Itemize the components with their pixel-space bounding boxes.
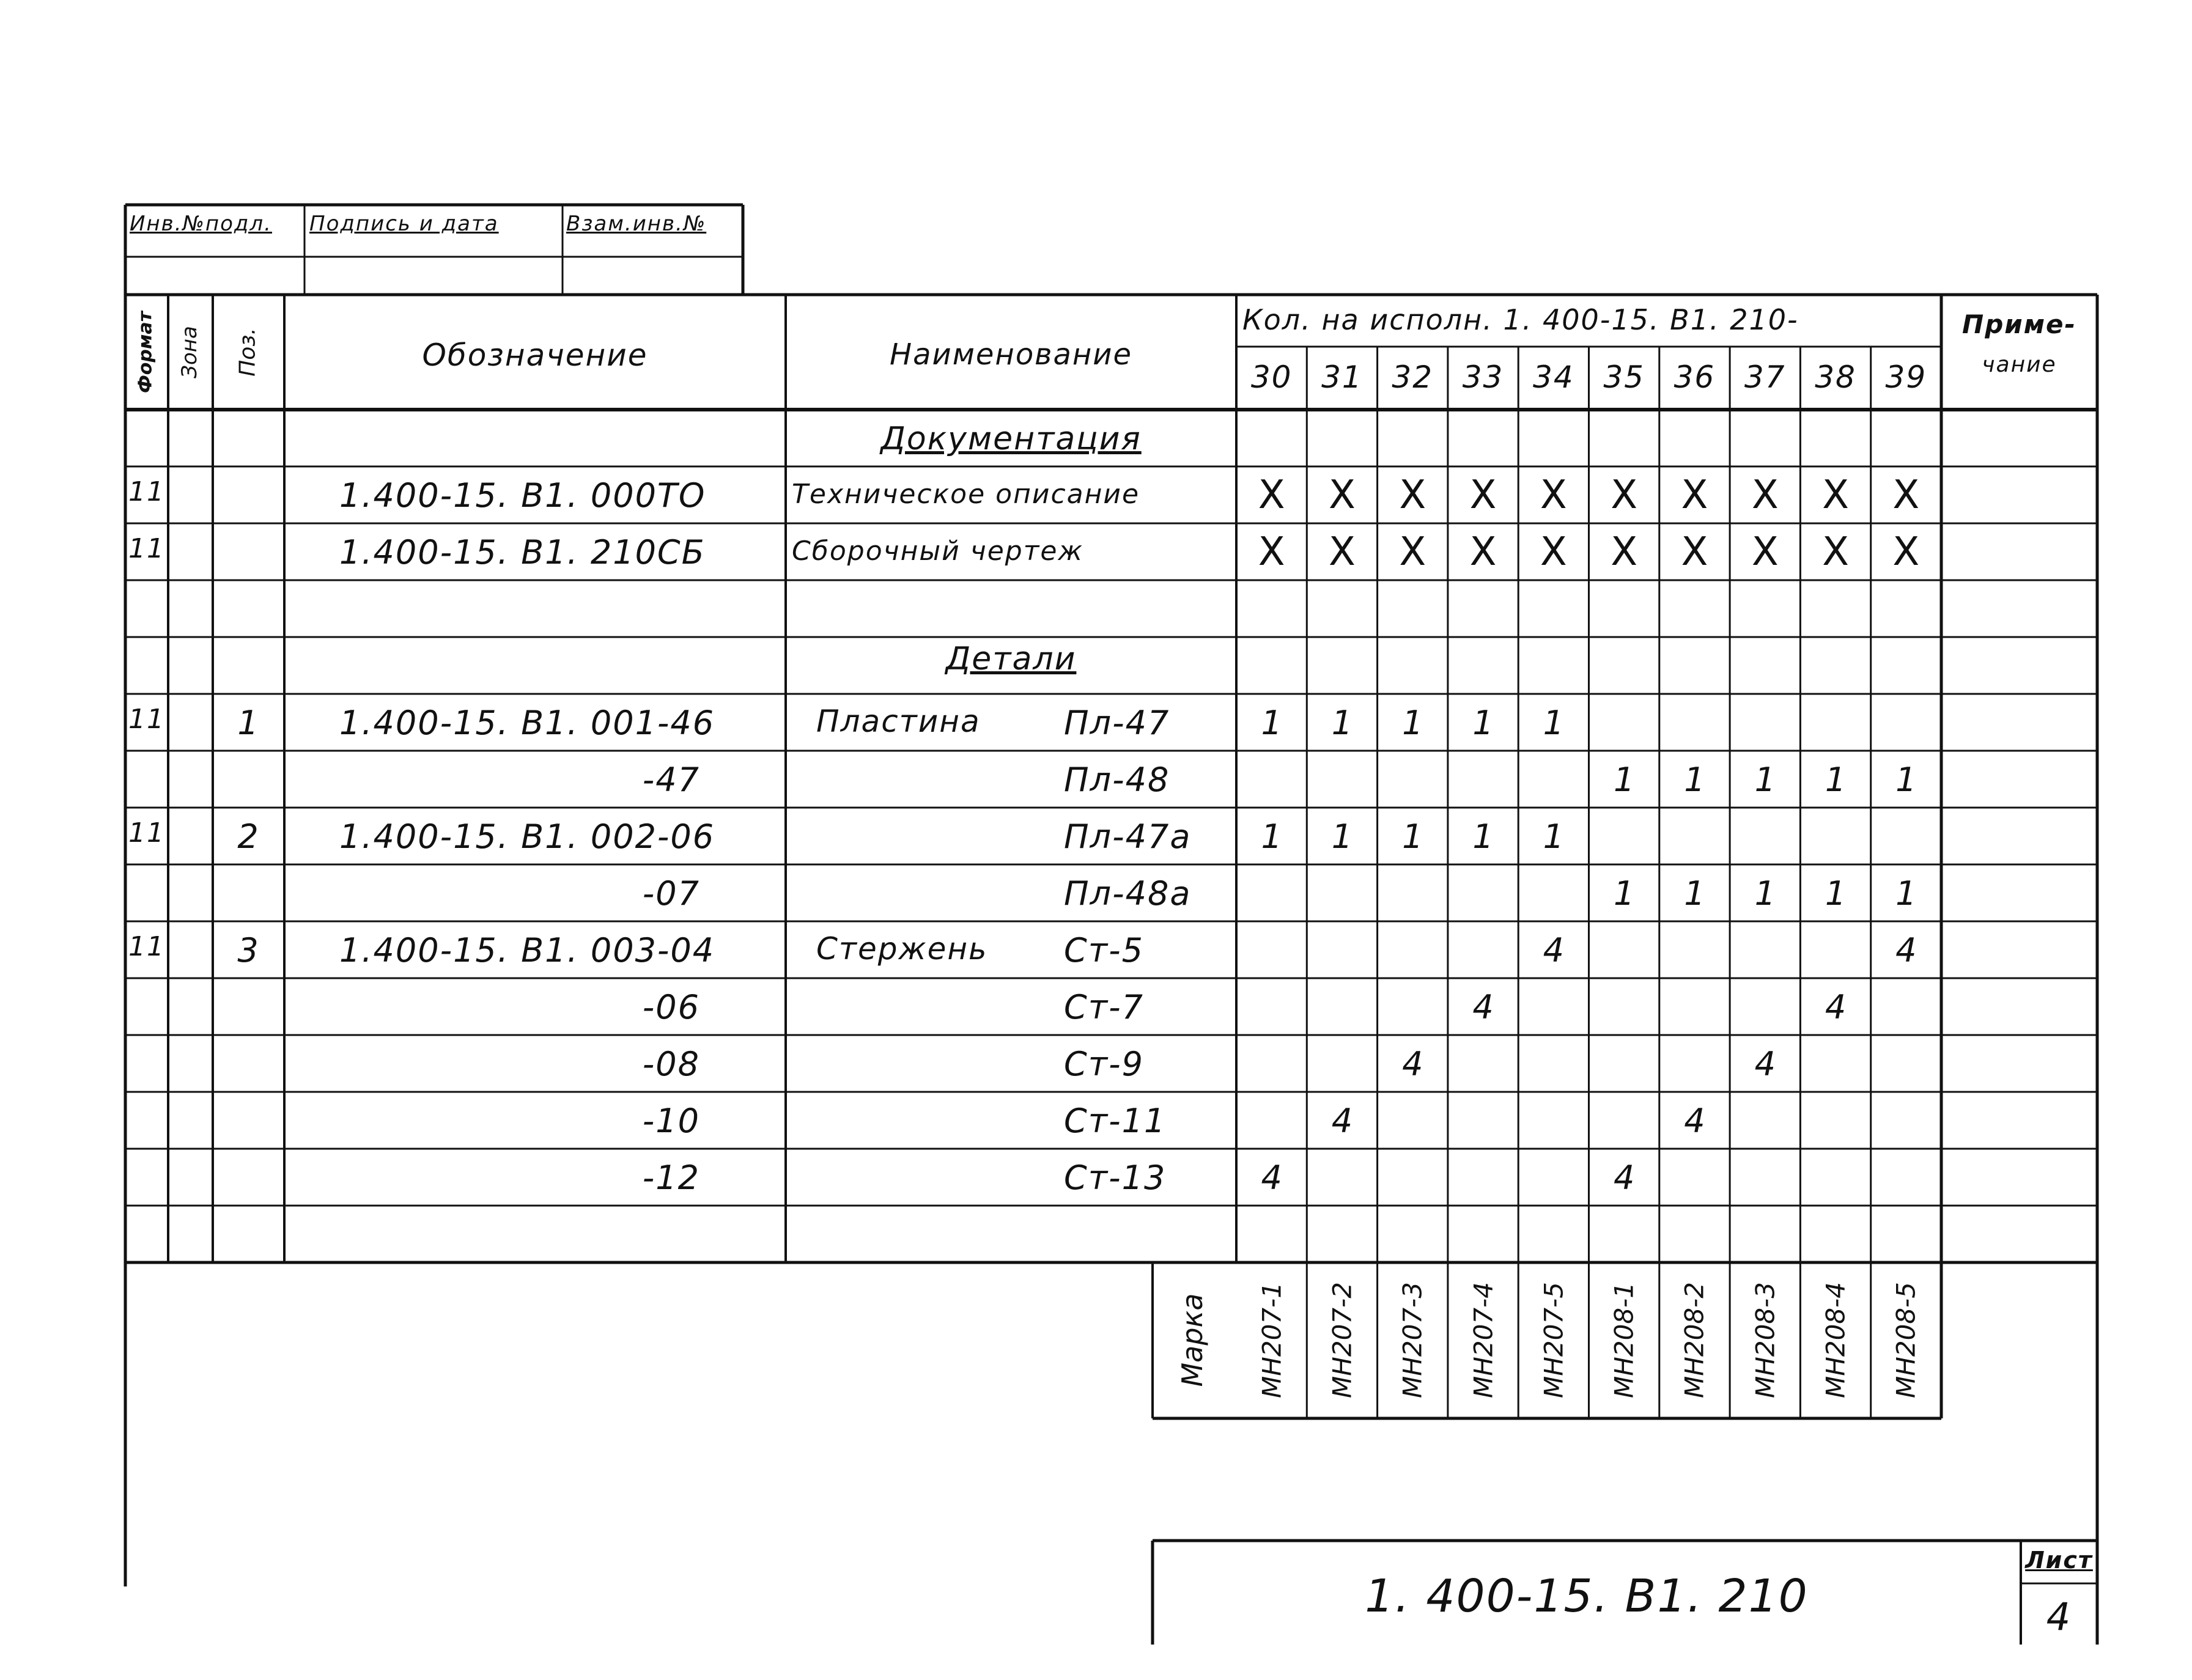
- row-designation: -06: [642, 988, 700, 1026]
- row-designation: -07: [642, 874, 700, 913]
- row-qty-cell: 1: [1613, 874, 1635, 913]
- marka-value: МН208-1: [1609, 1282, 1639, 1398]
- row-qty-cell: 1: [1331, 817, 1353, 856]
- row-name: Стержень: [816, 931, 988, 967]
- header-note-line1: Приме-: [1962, 309, 2076, 339]
- header-variant: 33: [1462, 359, 1504, 395]
- title-doc-code: 1. 400-15. В1. 210: [1365, 1570, 1809, 1623]
- row-format: 11: [128, 931, 165, 962]
- row-mark: Ст-13: [1064, 1159, 1167, 1197]
- marka-value: МН207-3: [1397, 1282, 1428, 1398]
- row-qty-cell: 1: [1402, 704, 1423, 742]
- row-qty-cell: 1: [1472, 817, 1494, 856]
- row-qty-cell: 4: [1613, 1159, 1635, 1197]
- row-qty-cell: X: [1399, 529, 1426, 575]
- row-designation: -08: [642, 1045, 700, 1083]
- row-qty-cell: X: [1822, 473, 1849, 518]
- row-mark: Ст-11: [1064, 1102, 1167, 1140]
- row-qty-cell: 4: [1261, 1159, 1282, 1197]
- title-sheet-no: 4: [2046, 1594, 2072, 1639]
- row-qty-cell: X: [1329, 473, 1356, 518]
- row-pos: 3: [237, 931, 260, 970]
- row-qty-cell: 1: [1825, 874, 1847, 913]
- row-name: Сборочный чертеж: [792, 536, 1084, 567]
- row-designation: 1.400-15. В1. 210СБ: [339, 533, 706, 572]
- row-format: 11: [128, 533, 165, 564]
- section-documentation: Документация: [880, 421, 1142, 457]
- row-qty-cell: 1: [1684, 874, 1705, 913]
- header-variant: 38: [1815, 359, 1856, 395]
- row-pos: 1: [237, 704, 260, 742]
- row-qty-cell: 1: [1754, 761, 1776, 799]
- row-qty-cell: 1: [1402, 817, 1423, 856]
- row-designation: 1.400-15. В1. 001-46: [339, 704, 715, 742]
- row-designation: 1.400-15. В1. 003-04: [339, 931, 715, 970]
- row-qty-cell: X: [1892, 473, 1920, 518]
- header-designation: Обозначение: [422, 337, 648, 373]
- row-qty-cell: X: [1892, 529, 1920, 575]
- header-pos: Поз.: [235, 328, 260, 377]
- header-name: Наименование: [889, 337, 1132, 372]
- row-qty-cell: X: [1469, 473, 1497, 518]
- row-format: 11: [128, 704, 165, 735]
- row-mark: Пл-48а: [1064, 874, 1192, 913]
- row-qty-cell: X: [1822, 529, 1849, 575]
- header-variant: 31: [1321, 359, 1363, 395]
- row-qty-cell: X: [1681, 473, 1708, 518]
- row-qty-cell: 1: [1825, 761, 1847, 799]
- row-designation: -47: [642, 761, 700, 799]
- row-qty-cell: X: [1258, 529, 1285, 575]
- row-name: Пластина: [816, 704, 981, 739]
- header-variant: 34: [1533, 359, 1574, 395]
- row-qty-cell: X: [1611, 473, 1638, 518]
- row-qty-cell: 1: [1543, 817, 1565, 856]
- row-mark: Пл-48: [1064, 761, 1170, 799]
- row-qty-cell: 1: [1331, 704, 1353, 742]
- header-variant: 35: [1603, 359, 1645, 395]
- row-qty-cell: 1: [1895, 761, 1917, 799]
- stamp-inv-no-label: Инв.№подл.: [130, 212, 272, 236]
- row-designation: 1.400-15. В1. 000ТО: [339, 476, 706, 515]
- row-qty-cell: X: [1751, 529, 1779, 575]
- row-qty-cell: 4: [1543, 931, 1565, 970]
- marka-label: Марка: [1176, 1293, 1209, 1387]
- row-designation: 1.400-15. В1. 002-06: [339, 817, 715, 856]
- row-qty-cell: 4: [1895, 931, 1917, 970]
- row-mark: Пл-47: [1064, 704, 1170, 742]
- row-qty-cell: X: [1258, 473, 1285, 518]
- row-qty-cell: X: [1399, 473, 1426, 518]
- row-qty-cell: X: [1540, 473, 1567, 518]
- row-designation: -10: [642, 1102, 700, 1140]
- row-qty-cell: 4: [1825, 988, 1847, 1026]
- marka-value: МН207-2: [1327, 1282, 1357, 1398]
- row-qty-cell: 4: [1754, 1045, 1776, 1083]
- header-variant: 36: [1674, 359, 1716, 395]
- row-qty-cell: 4: [1684, 1102, 1705, 1140]
- row-format: 11: [128, 476, 165, 507]
- row-designation: -12: [642, 1159, 700, 1197]
- marka-value: МН208-3: [1750, 1282, 1781, 1398]
- row-qty-cell: X: [1540, 529, 1567, 575]
- row-qty-cell: X: [1611, 529, 1638, 575]
- row-qty-cell: X: [1751, 473, 1779, 518]
- row-mark: Пл-47а: [1064, 817, 1192, 856]
- stamp-sign-date-label: Подпись и дата: [309, 212, 499, 236]
- row-qty-cell: 4: [1331, 1102, 1353, 1140]
- row-qty-cell: 1: [1684, 761, 1705, 799]
- row-mark: Ст-7: [1064, 988, 1145, 1026]
- row-pos: 2: [237, 817, 260, 856]
- header-note-line2: чание: [1982, 352, 2057, 377]
- stamp-vzam-inv-label: Взам.инв.№: [566, 212, 707, 236]
- header-variant: 37: [1744, 359, 1786, 395]
- marka-value: МН208-5: [1891, 1282, 1921, 1398]
- row-qty-cell: X: [1681, 529, 1708, 575]
- marka-value: МН208-4: [1820, 1282, 1851, 1398]
- header-format: Формат: [135, 311, 157, 393]
- header-qty-title: Кол. на исполн. 1. 400-15. В1. 210-: [1242, 303, 1799, 336]
- row-mark: Ст-5: [1064, 931, 1145, 970]
- row-qty-cell: 1: [1472, 704, 1494, 742]
- row-qty-cell: 1: [1613, 761, 1635, 799]
- section-details: Детали: [945, 641, 1077, 677]
- row-qty-cell: 4: [1472, 988, 1494, 1026]
- marka-value: МН207-4: [1468, 1282, 1499, 1398]
- header-variant: 39: [1885, 359, 1927, 395]
- title-sheet-label: Лист: [2025, 1547, 2093, 1574]
- row-mark: Ст-9: [1064, 1045, 1145, 1083]
- header-variant: 30: [1250, 359, 1293, 395]
- row-name: Техническое описание: [792, 479, 1140, 510]
- row-format: 11: [128, 817, 165, 849]
- row-qty-cell: 1: [1895, 874, 1917, 913]
- row-qty-cell: 4: [1402, 1045, 1423, 1083]
- marka-value: МН208-2: [1679, 1282, 1710, 1398]
- row-qty-cell: 1: [1261, 704, 1282, 742]
- marka-value: МН207-1: [1257, 1282, 1287, 1398]
- row-qty-cell: 1: [1543, 704, 1565, 742]
- header-zone: Зона: [177, 326, 202, 378]
- header-variant: 32: [1392, 359, 1434, 395]
- row-qty-cell: 1: [1754, 874, 1776, 913]
- row-qty-cell: 1: [1261, 817, 1282, 856]
- marka-value: МН207-5: [1538, 1282, 1569, 1398]
- row-qty-cell: X: [1329, 529, 1356, 575]
- row-qty-cell: X: [1469, 529, 1497, 575]
